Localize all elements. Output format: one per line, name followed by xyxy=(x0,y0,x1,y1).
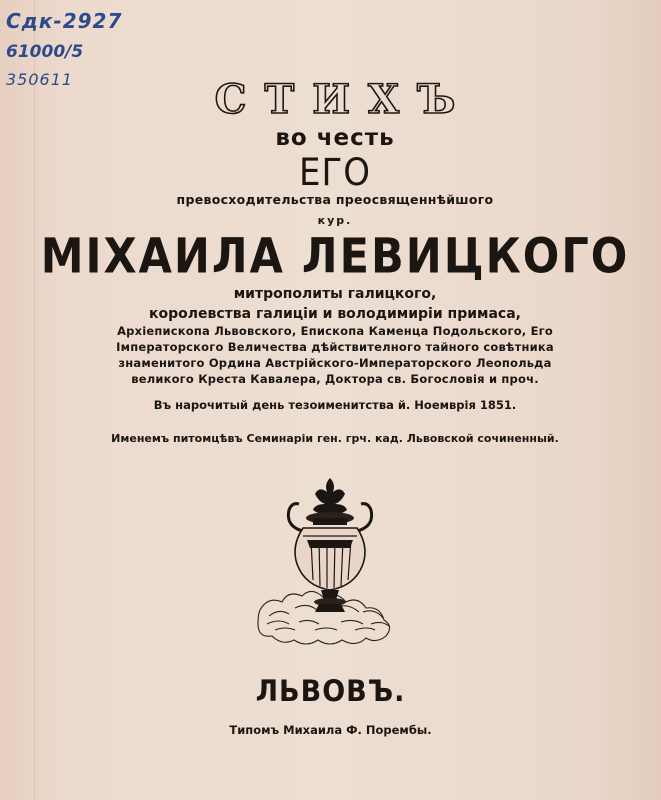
imprint-city: ЛЬВОВЪ. xyxy=(255,674,406,709)
archbishop-line: Архіепископа Львовского, Епископа Каменца Подольского, Его xyxy=(117,324,553,338)
primate-line: королевства галиціи и володимиріи примаса, xyxy=(148,306,521,322)
title-block xyxy=(40,78,630,447)
metropolitan-line: митрополиты галицкого, xyxy=(233,286,437,302)
heading-vo-chest: во честь xyxy=(275,125,395,151)
cross-line: великого Креста Кавалера, Доктора св. Богословія и проч. xyxy=(131,372,539,386)
urn-vignette xyxy=(255,470,405,645)
kyr-line: кур. xyxy=(317,214,353,227)
honoree-name: МІХАИЛА ЛЕВИЦКОГО xyxy=(40,229,630,285)
shelfmark-line-3: 350611 xyxy=(6,69,74,89)
order-line: знаменитого Ордина Австрійского-Императорского Леопольда xyxy=(118,356,552,370)
date-line: Въ нарочитый день тезоименитства й. Ноемврія 1851. xyxy=(153,398,517,412)
shelfmark-line-2: 61000/5 xyxy=(6,42,84,62)
heading-stikh: СТИХЪ xyxy=(214,76,474,123)
shelfmark-line-1: Сдк-2927 xyxy=(6,9,123,33)
author-line: Именемъ питомцѣвъ Семинаріи ген. грч. кад. Львовской сочиненный. xyxy=(111,432,559,445)
excellency-line: превосходительства преосвященнѣйшого xyxy=(176,192,494,207)
heading-ego: ЕГО xyxy=(299,151,371,195)
imprint-printer: Типомъ Михаила Ф. Порембы. xyxy=(229,723,432,737)
majesty-line: Імператорского Величества дѣйствителного тайного совѣтника xyxy=(116,340,554,354)
